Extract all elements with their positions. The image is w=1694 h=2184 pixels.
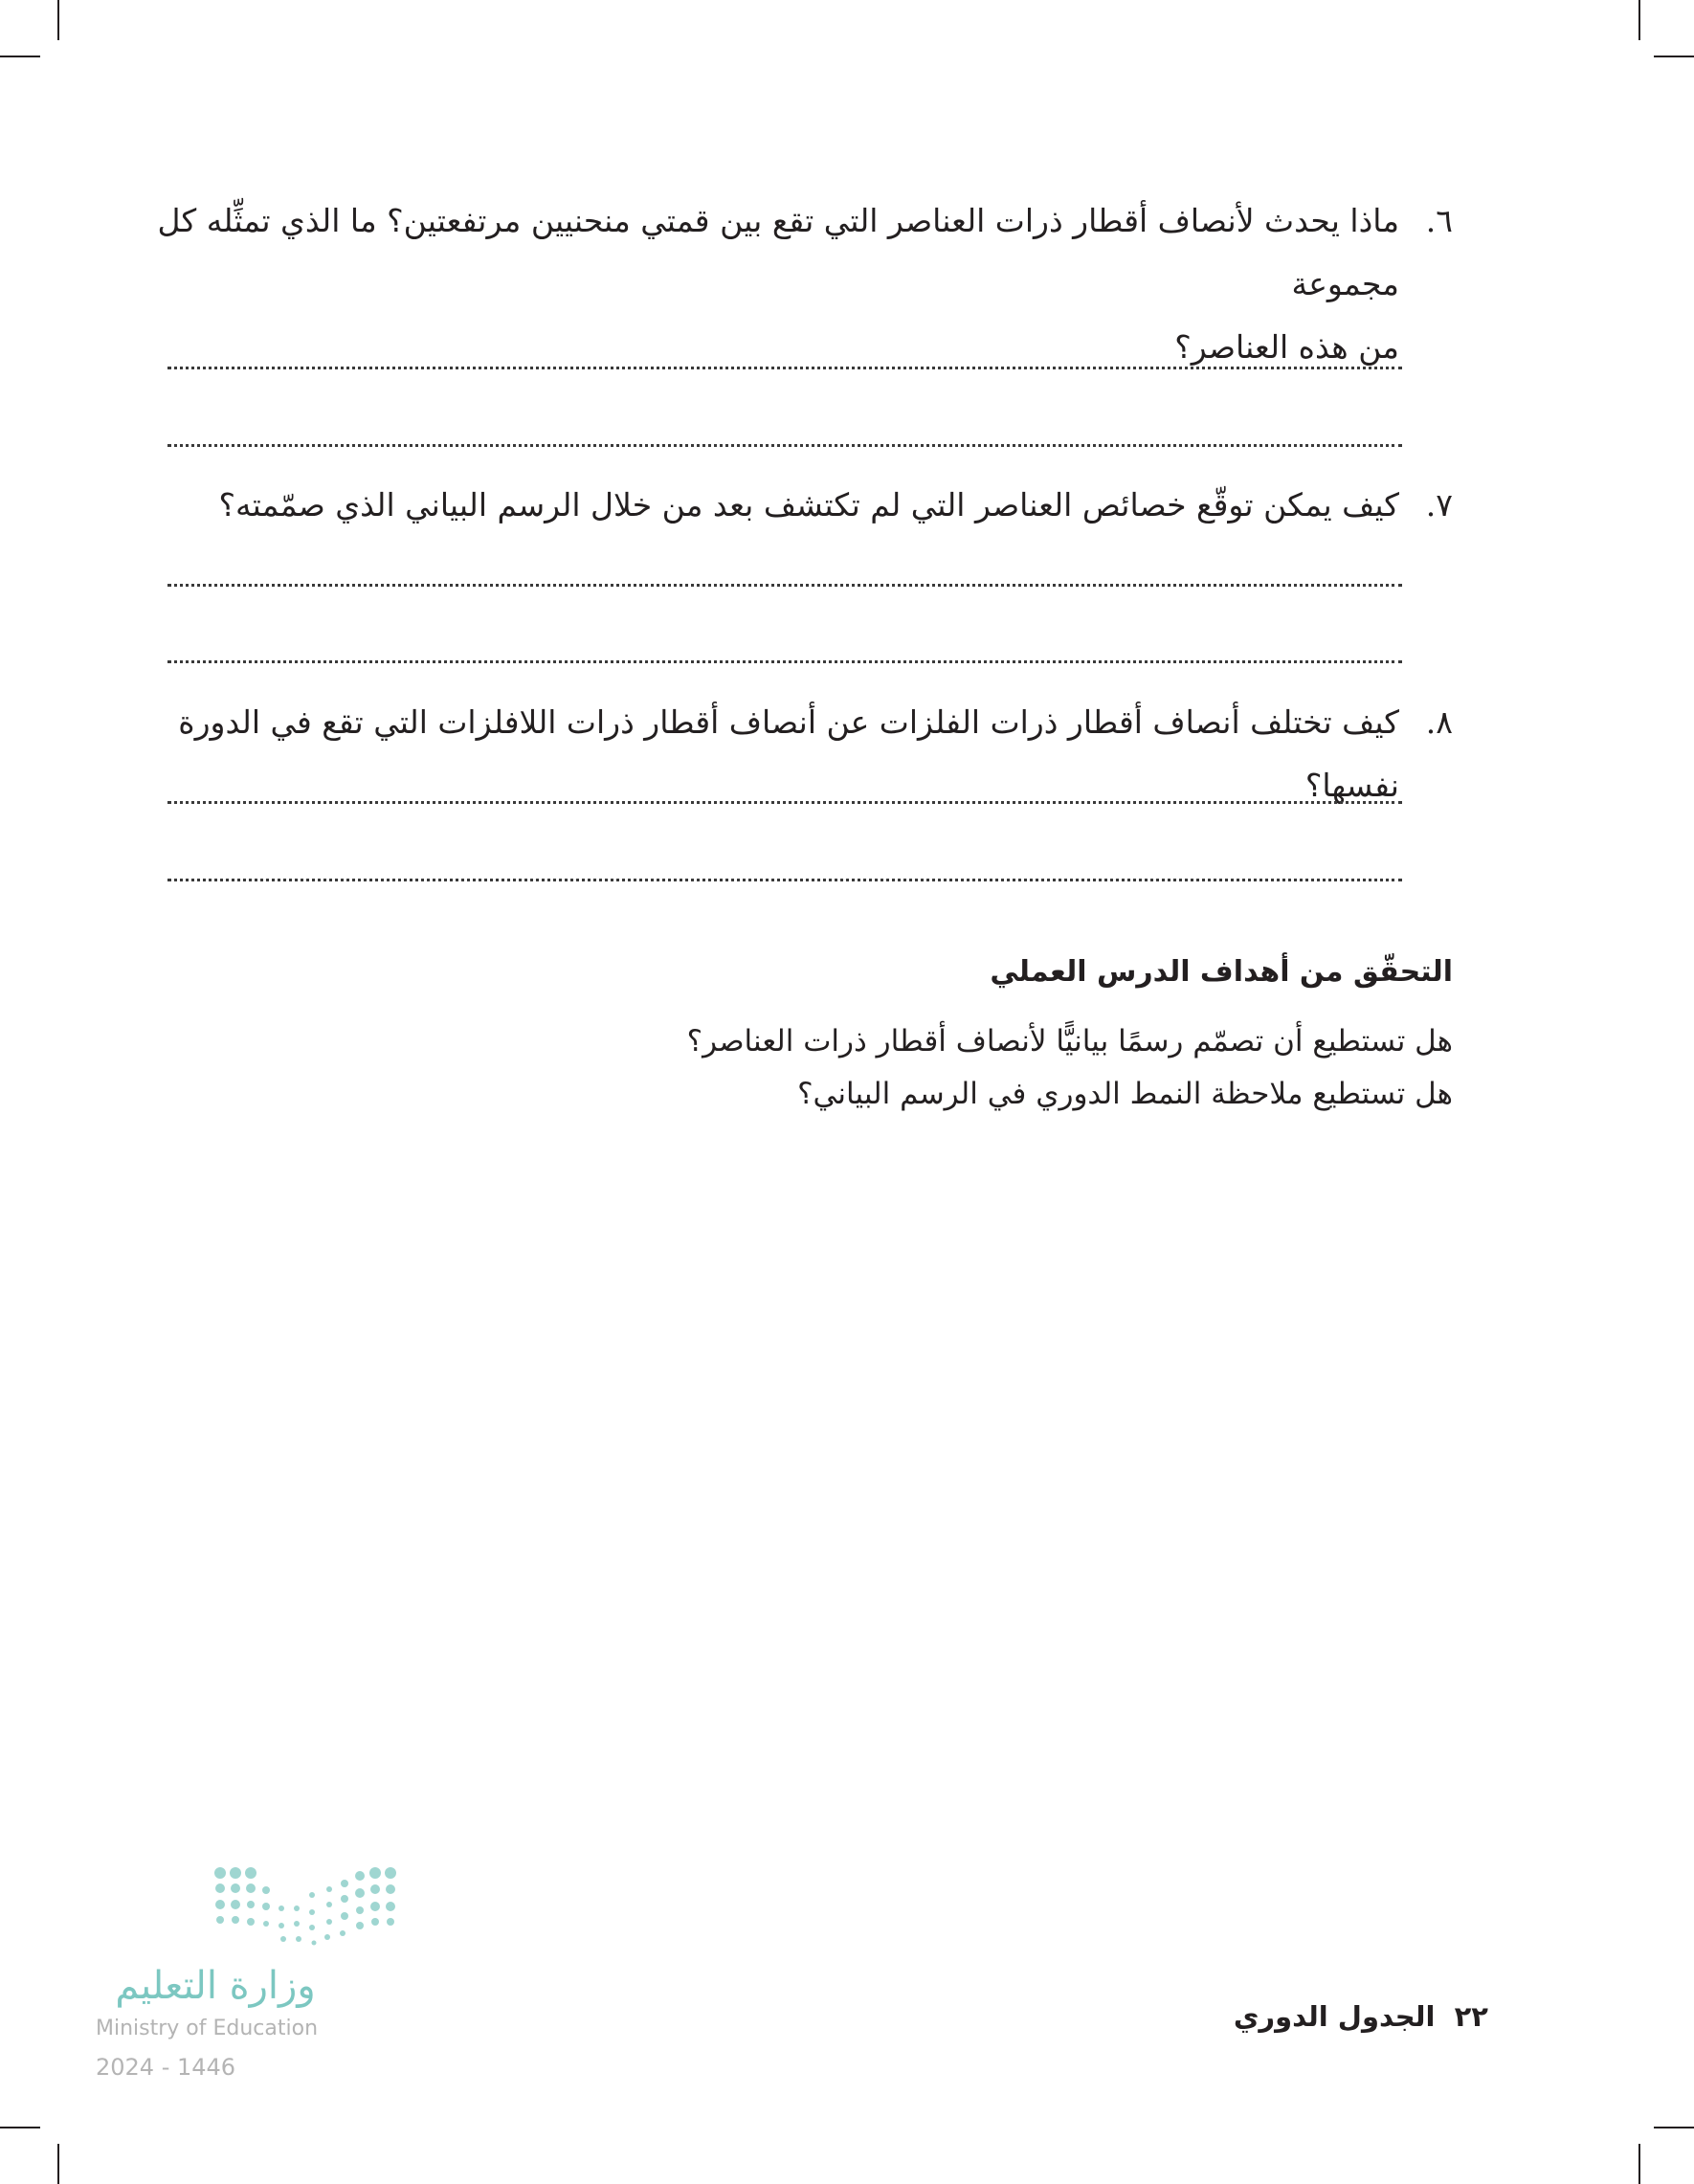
answer-line[interactable]	[167, 584, 1402, 587]
answer-line[interactable]	[167, 879, 1402, 881]
ministry-name-arabic: وزارة التعليم	[115, 1964, 316, 2008]
answer-line[interactable]	[167, 801, 1402, 804]
crop-mark	[1654, 56, 1694, 57]
answer-line[interactable]	[167, 444, 1402, 447]
answer-line[interactable]	[167, 367, 1402, 369]
question-number: ٧.	[1425, 486, 1453, 524]
crop-mark	[0, 56, 40, 57]
check-item: هل تستطيع أن تصمّم رسمًا بيانيًّا لأنصاف أقطار ذرات العناصر؟	[686, 1024, 1453, 1059]
crop-mark	[57, 2144, 59, 2184]
crop-mark	[0, 2127, 40, 2128]
question-text: كيف يمكن توقّع خصائص العناصر التي لم تكتشف بعد من خلال الرسم البياني الذي صمّمته؟	[218, 486, 1399, 524]
question-7	[132, 474, 1453, 537]
crop-mark	[1638, 2144, 1640, 2184]
question-8	[132, 691, 1453, 817]
section-title: التحقّق من أهداف الدرس العملي	[990, 955, 1453, 989]
question-text: كيف تختلف أنصاف أقطار ذرات الفلزات عن أنصاف أقطار ذرات اللافلزات التي تقع في الدورة نفسها؟	[178, 703, 1399, 804]
crop-mark	[57, 0, 59, 40]
crop-mark	[1654, 2127, 1694, 2128]
question-number: ٦.	[1425, 202, 1453, 239]
page-footer	[1234, 2000, 1488, 2033]
chapter-title: الجدول الدوري	[1233, 2000, 1436, 2033]
answer-line[interactable]	[167, 660, 1402, 663]
ministry-year: 2024 - 1446	[96, 2054, 236, 2081]
question-number: ٨.	[1425, 703, 1453, 741]
question-text-continued: من هذه العناصر؟	[1174, 328, 1399, 366]
question-6	[132, 189, 1453, 379]
question-text: ماذا يحدث لأنصاف أقطار ذرات العناصر التي تقع بين قمتي منحنيين مرتفعتين؟ ما الذي تمثِّله كل مجموعة	[157, 202, 1399, 302]
ministry-name-english: Ministry of Education	[96, 2017, 319, 2040]
page-number: ٢٢	[1454, 2000, 1488, 2033]
check-item: هل تستطيع ملاحظة النمط الدوري في الرسم البياني؟	[797, 1077, 1453, 1111]
crop-mark	[1638, 0, 1640, 40]
